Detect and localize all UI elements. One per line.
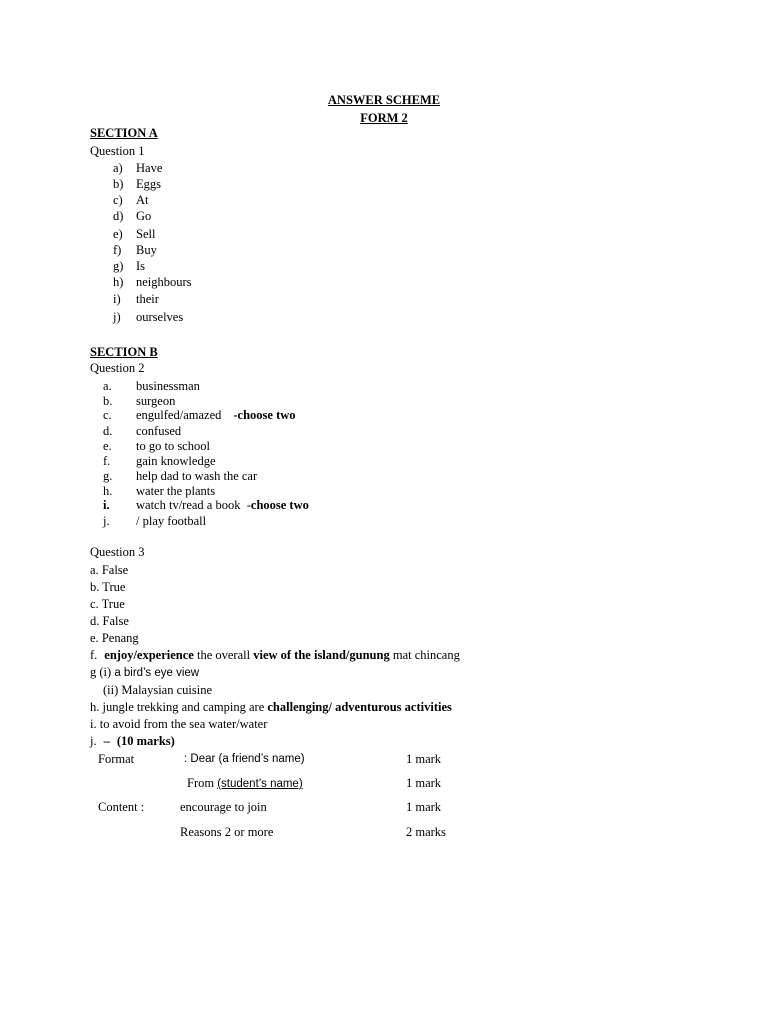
list-marker: b) (113, 177, 124, 191)
list-item (90, 699, 452, 715)
list-marker: (ii) (103, 683, 119, 697)
list-marker: b. (103, 394, 113, 408)
rubric-detail (187, 775, 303, 792)
list-marker: e) (113, 227, 123, 241)
list-marker: b. (90, 580, 100, 594)
question-2-label: Question 2 (90, 361, 145, 375)
rubric-row (0, 751, 768, 767)
answer-keyword: challenging/ adventurous activities (267, 700, 452, 714)
list-item (90, 716, 267, 732)
rubric-detail: encourage to join (180, 800, 267, 814)
answer-text: the overall (196, 648, 251, 662)
choose-two-note: choose two (250, 498, 309, 512)
list-marker: h. (90, 700, 100, 714)
answer-text: mat chincang (392, 648, 460, 662)
answer-text: gain knowledge (136, 454, 216, 468)
list-item (103, 438, 210, 454)
answer-text: Go (136, 209, 152, 223)
list-item (113, 160, 162, 176)
answer-text: Have (136, 161, 163, 175)
list-item (90, 596, 125, 612)
answer-text: True (101, 597, 125, 611)
list-marker: i. (90, 717, 97, 731)
list-marker: g (i) (90, 665, 112, 679)
dash: – (103, 734, 110, 748)
rubric-detail: Reasons 2 or more (180, 825, 274, 839)
answer-text: ourselves (136, 310, 184, 324)
list-item (90, 664, 199, 680)
list-marker: a) (113, 161, 123, 175)
answer-text: jungle trekking and camping are (102, 700, 265, 714)
answer-keyword: enjoy/experience (104, 648, 194, 662)
answer-keyword: view of the island/gunung (253, 648, 390, 662)
question-1-label: Question 1 (90, 144, 145, 158)
answer-text: watch tv/read a book - (136, 498, 251, 512)
rubric-mark: 1 mark (406, 776, 442, 790)
rubric-row (0, 799, 768, 815)
list-marker: f) (113, 243, 122, 257)
section-a-heading: SECTION A (90, 126, 158, 140)
list-item (90, 613, 129, 629)
rubric-mark: 2 marks (406, 825, 446, 839)
list-marker: h) (113, 275, 124, 289)
list-item (103, 497, 309, 513)
answer-text: Sell (136, 227, 156, 241)
list-item (113, 258, 145, 274)
answer-text: Eggs (136, 177, 161, 191)
answer-text: water the plants (136, 484, 216, 498)
list-marker: d) (113, 209, 124, 223)
list-item (103, 513, 206, 529)
section-b-heading: SECTION B (90, 345, 158, 359)
list-marker: a. (90, 563, 99, 577)
list-item (113, 309, 183, 325)
answer-text: At (136, 193, 149, 207)
list-item (103, 378, 200, 394)
list-marker: e. (90, 631, 99, 645)
list-item (90, 579, 125, 595)
list-marker: h. (103, 484, 113, 498)
rubric-detail-prefix: From (187, 776, 215, 790)
list-item (90, 733, 175, 749)
list-item (90, 562, 128, 578)
list-item (113, 274, 192, 290)
question-3-label: Question 3 (90, 545, 145, 559)
total-marks: (10 marks) (116, 734, 175, 748)
list-marker: i) (113, 292, 121, 306)
answer-text: Malaysian cuisine (121, 683, 213, 697)
list-item (113, 176, 161, 192)
answer-text: their (136, 292, 159, 306)
answer-text: to go to school (136, 439, 210, 453)
list-marker: f. (90, 648, 98, 662)
list-marker: d. (90, 614, 100, 628)
list-item (103, 407, 296, 423)
list-item (90, 630, 139, 646)
rubric-label: Content : (98, 800, 145, 814)
rubric-detail: : Dear (a friend’s name) (184, 753, 305, 765)
document-title: ANSWER SCHEME (327, 93, 441, 107)
form-level: FORM 2 (360, 111, 408, 125)
list-item (90, 647, 460, 663)
answer-text: a bird’s eye view (114, 667, 200, 679)
rubric-mark: 1 mark (406, 752, 442, 766)
list-marker: c. (90, 597, 99, 611)
list-marker: i. (103, 498, 110, 512)
answer-text: False (102, 614, 129, 628)
list-marker: g. (103, 469, 113, 483)
list-item (113, 242, 157, 258)
answer-text: Buy (136, 243, 157, 257)
rubric-detail-underlined: (student’s name) (217, 778, 303, 790)
list-marker: j. (103, 514, 110, 528)
list-item (113, 208, 151, 224)
answer-text: True (102, 580, 126, 594)
list-marker: g) (113, 259, 124, 273)
choose-two-note: -choose two (233, 408, 296, 422)
answer-text: neighbours (136, 275, 192, 289)
answer-text: surgeon (136, 394, 176, 408)
rubric-mark: 1 mark (406, 800, 442, 814)
list-item (113, 226, 155, 242)
list-marker: c. (103, 408, 112, 422)
list-marker: f. (103, 454, 111, 468)
answer-text: Penang (101, 631, 139, 645)
list-item (103, 468, 257, 484)
list-item (113, 291, 159, 307)
rubric-label: Format (98, 752, 135, 766)
list-marker: c) (113, 193, 123, 207)
list-item (113, 192, 149, 208)
list-marker: a. (103, 379, 112, 393)
list-marker: e. (103, 439, 112, 453)
answer-text: engulfed/amazed (136, 408, 222, 422)
list-marker: j) (113, 310, 121, 324)
list-item (103, 453, 216, 469)
list-item (103, 423, 181, 439)
answer-text: to avoid from the sea water/water (99, 717, 268, 731)
rubric-row (0, 775, 768, 791)
answer-text: businessman (136, 379, 200, 393)
list-marker: j. (90, 734, 97, 748)
answer-text: / play football (136, 514, 207, 528)
list-item (103, 682, 212, 698)
rubric-row (0, 824, 768, 840)
answer-text: False (101, 563, 129, 577)
answer-text: help dad to wash the car (136, 469, 258, 483)
list-marker: d. (103, 424, 113, 438)
answer-text: Is (136, 259, 146, 273)
answer-text: confused (136, 424, 182, 438)
